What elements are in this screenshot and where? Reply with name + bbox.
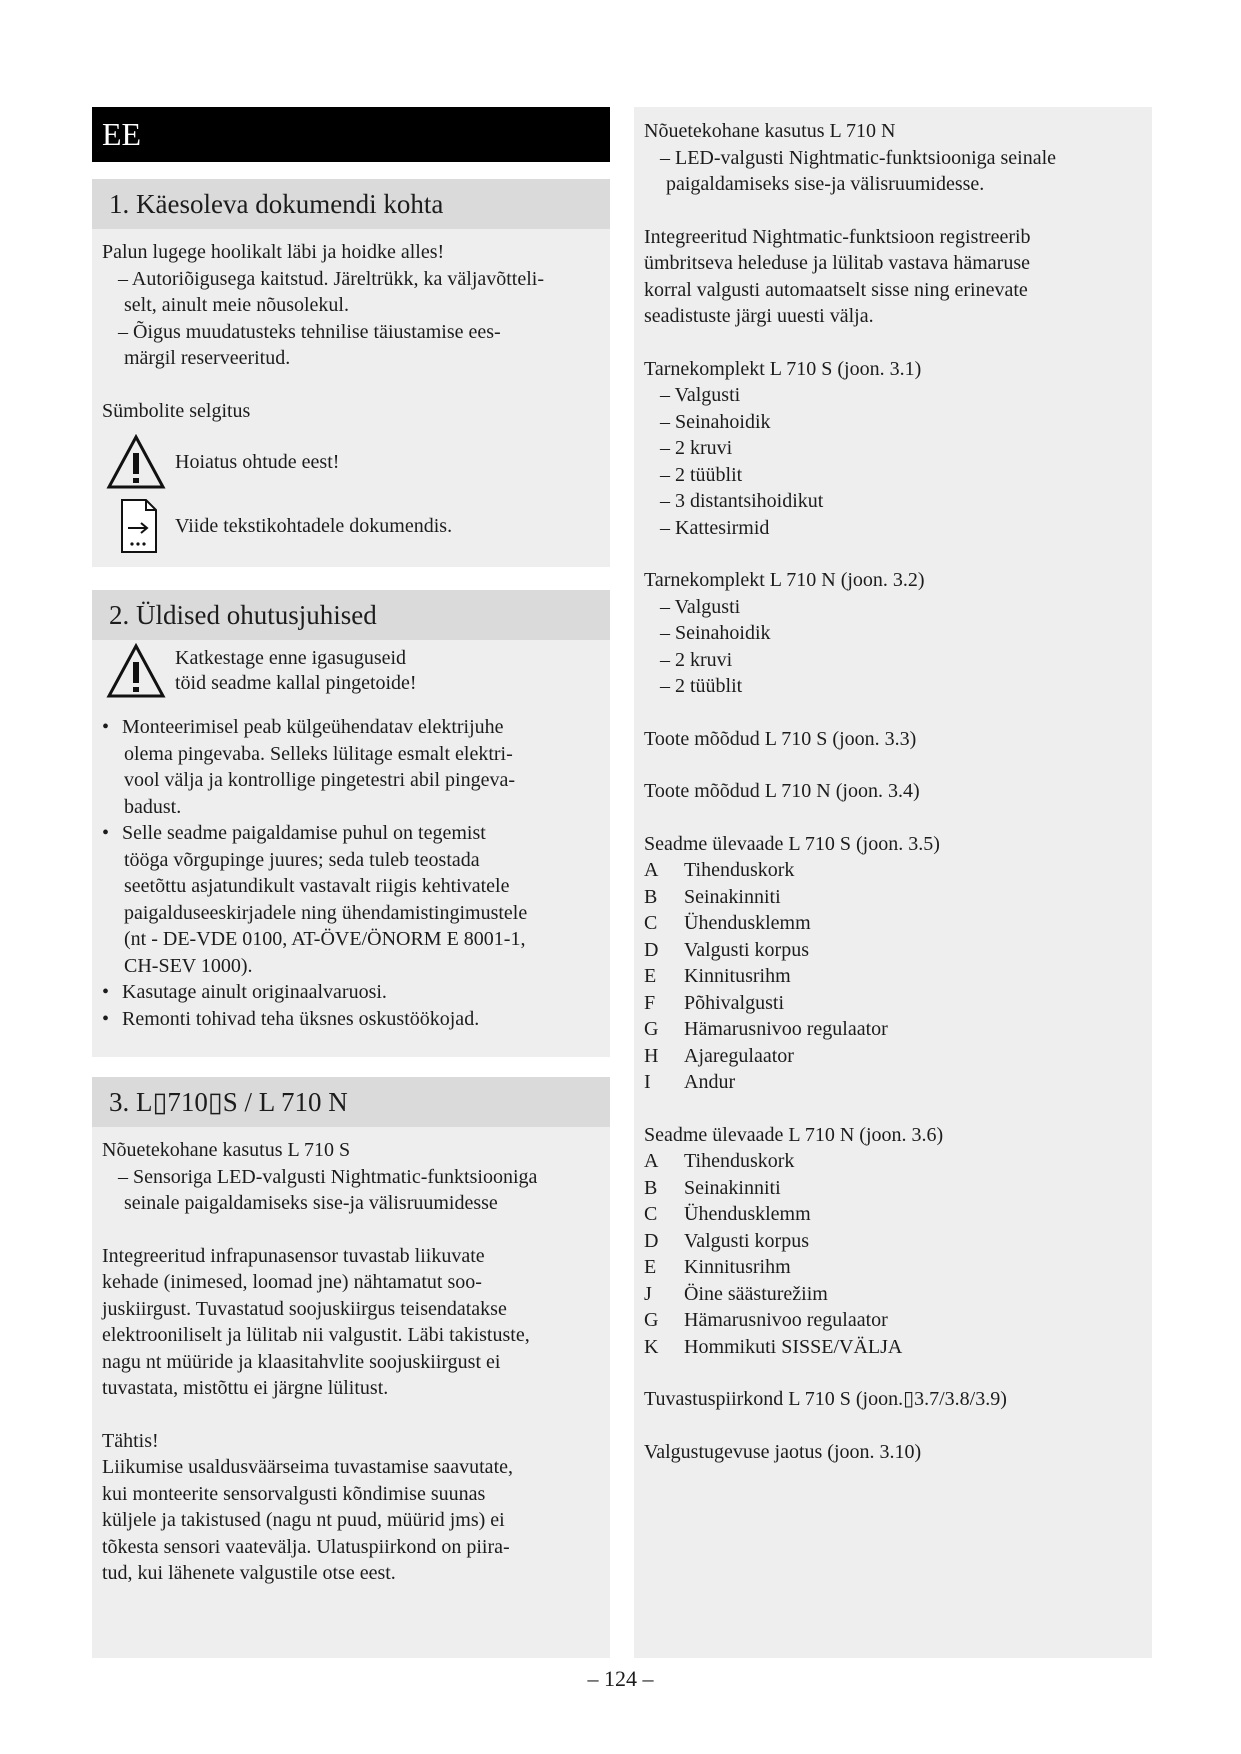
sensor-paragraph-line: nagu nt müüride ja klaasitahvlite soojuskiirgust ei: [102, 1350, 501, 1373]
overview-item: [644, 1307, 1142, 1334]
overview-item: [644, 1043, 1142, 1070]
sensor-paragraph-line: Integreeritud infrapunasensor tuvastab liikuvate: [102, 1244, 485, 1267]
overview-item: [644, 1069, 1142, 1096]
nightmatic-paragraph-line: ümbritseva heleduse ja lülitab vastava hämaruse: [644, 252, 1030, 274]
overview-item-key: F: [644, 991, 656, 1014]
overview-item-key: A: [644, 1150, 659, 1172]
overview-item-label: Valgusti korpus: [684, 938, 809, 961]
kit-n-item: – Seinahoidik: [660, 622, 771, 644]
overview-item: [644, 1281, 1142, 1308]
safety-bullet-2-line: tööga võrgupinge juures; seda tuleb teostada: [124, 848, 480, 871]
sensor-paragraph-line: juskiirgust. Tuvastatud soojuskiirgus teisendatakse: [102, 1297, 507, 1320]
right-column: [634, 107, 1152, 1658]
safety-bullet-1-line: badust.: [124, 795, 182, 818]
overview-n-list: [644, 1148, 1142, 1360]
overview-item: [644, 1201, 1142, 1228]
safety-warning-row: [102, 640, 600, 702]
section-product: [92, 1077, 610, 1658]
use-n-line-2: paigaldamiseks sise-ja välisruumidesse.: [666, 173, 985, 195]
page-number: – 124 –: [587, 1666, 654, 1691]
safety-warning-line-2: töid seadme kallal pingetoide!: [175, 672, 417, 694]
note-paragraph-line: Liikumise usaldusväärseima tuvastamise saavutate,: [102, 1456, 513, 1478]
overview-item-label: Ühendusklemm: [684, 912, 811, 934]
overview-s-list: [644, 857, 1142, 1096]
section-3-title: 3. L▯710▯S / L 710 N: [92, 1077, 610, 1127]
overview-item-label: Seinakinniti: [684, 1176, 781, 1199]
section-safety: [92, 590, 610, 1057]
intro-text: Palun lugege hoolikalt läbi ja hoidke alles!: [102, 241, 445, 263]
copyright-line-2: selt, ainult meie nõusolekul.: [124, 294, 349, 316]
copyright-line-1: – Autoriõigusega kaitstud. Järeltrükk, ka väljavõtteli-: [118, 267, 545, 290]
overview-item: [644, 884, 1142, 911]
nightmatic-paragraph-line: Integreeritud Nightmatic-funktsioon registreerib: [644, 225, 1031, 248]
safety-bullet-2-line: (nt - DE-VDE 0100, AT-ÖVE/ÖNORM E 8001-1,: [124, 928, 526, 950]
overview-item: [644, 857, 1142, 884]
warning-label: Hoiatus ohtude eest!: [175, 450, 340, 473]
safety-warning-line-1: Katkestage enne igasuguseid: [175, 647, 407, 669]
overview-item-label: Hommikuti SISSE/VÄLJA: [684, 1335, 903, 1358]
sensor-paragraph-line: kehade (inimesed, loomad jne) nähtamatut soo-: [102, 1271, 482, 1293]
dimensions-s: Toote mõõdud L 710 S (joon. 3.3): [644, 727, 917, 750]
overview-item: [644, 910, 1142, 937]
overview-item: [644, 1334, 1142, 1361]
reference-symbol-row: [102, 496, 600, 556]
overview-item-key: B: [644, 1176, 658, 1199]
overview-item-label: Hämarusnivoo regulaator: [684, 1018, 888, 1040]
sensor-paragraph-line: elektrooniliselt ja lülitab nii valgustit. Läbi takistuste,: [102, 1324, 530, 1346]
safety-bullet-1: • Monteerimisel peab külgeühendatav elektrijuhe: [102, 716, 504, 738]
kit-n-title: Tarnekomplekt L 710 N (joon. 3.2): [644, 569, 925, 591]
safety-bullet-2-line: seetõttu asjatundikult vastavalt riigis kehtivatele: [124, 875, 510, 897]
warning-triangle-icon: [106, 434, 166, 490]
dimensions-n: Toote mõõdud L 710 N (joon. 3.4): [644, 780, 920, 802]
overview-item-key: C: [644, 912, 658, 934]
sensor-paragraph-line: tuvastata, mistõttu ei järgne lülitust.: [102, 1377, 389, 1399]
detection-range: Tuvastuspiirkond L 710 S (joon.▯3.7/3.8/3.9): [644, 1388, 1007, 1410]
kit-s-item: – 3 distantsihoidikut: [660, 490, 824, 512]
use-line-2: seinale paigaldamiseks sise-ja välisruumidesse: [124, 1192, 498, 1214]
overview-item-key: I: [644, 1071, 651, 1093]
overview-n-title: Seadme ülevaade L 710 N (joon. 3.6): [644, 1123, 944, 1146]
safety-bullet-3: • Kasutage ainult originaalvaruosi.: [102, 981, 387, 1003]
safety-bullet-2-line: CH-SEV 1000).: [124, 954, 253, 977]
overview-item-key: C: [644, 1203, 658, 1225]
changes-line-1: – Õigus muudatusteks tehnilise täiustamise ees-: [118, 320, 501, 343]
overview-item-label: Seinakinniti: [684, 885, 781, 908]
overview-item: [644, 1016, 1142, 1043]
kit-s-item: – 2 kruvi: [660, 437, 733, 459]
overview-item-label: Ühendusklemm: [684, 1203, 811, 1225]
overview-item: [644, 963, 1142, 990]
kit-s-item: – 2 tüüblit: [660, 463, 743, 486]
kit-n-item: – Valgusti: [660, 595, 741, 618]
note-paragraph-line: tud, kui lähenete valgustile otse eest.: [102, 1562, 396, 1584]
use-title-s: Nõuetekohane kasutus L 710 S: [102, 1139, 351, 1161]
safety-bullet-2: • Selle seadme paigaldamise puhul on tegemist: [102, 822, 486, 844]
overview-item-label: Tihenduskork: [684, 859, 795, 881]
language-header: EE: [92, 107, 610, 162]
use-title-n: Nõuetekohane kasutus L 710 N: [644, 120, 896, 142]
overview-item-label: Tihenduskork: [684, 1150, 795, 1172]
note-paragraph-line: tõkesta sensori vaatevälja. Ulatuspiirkond on piira-: [102, 1535, 510, 1558]
overview-s-title: Seadme ülevaade L 710 S (joon. 3.5): [644, 832, 940, 855]
overview-item-key: D: [644, 1229, 659, 1252]
overview-item-key: J: [644, 1282, 652, 1305]
symbols-title: Sümbolite selgitus: [102, 399, 251, 422]
left-column: [92, 107, 610, 1584]
reference-label: Viide tekstikohtadele dokumendis.: [175, 514, 453, 537]
overview-item-key: A: [644, 859, 659, 881]
section-2-title: 2. Üldised ohutusjuhised: [92, 590, 610, 640]
use-line-1: – Sensoriga LED-valgusti Nightmatic-funktsiooniga: [118, 1165, 538, 1188]
nightmatic-paragraph-line: korral valgusti automaatselt sisse ning erinevate: [644, 278, 1028, 301]
safety-bullet-4: • Remonti tohivad teha üksnes oskustöökojad.: [102, 1007, 480, 1030]
safety-bullet-1-line: vool välja ja kontrollige pingetestri abil pingeva-: [124, 769, 516, 791]
warning-triangle-icon: [106, 643, 166, 699]
safety-bullet-1-line: olema pingevaba. Selleks lülitage esmalt elektri-: [124, 742, 513, 765]
overview-item-label: Hämarusnivoo regulaator: [684, 1309, 888, 1331]
overview-item: [644, 937, 1142, 964]
note-paragraph-line: kui monteerite sensorvalgusti kõndimise suunas: [102, 1482, 486, 1505]
note-paragraph-line: küljele ja takistused (nagu nt puud, müürid jms) ei: [102, 1509, 505, 1531]
overview-item-key: G: [644, 1309, 659, 1331]
overview-item-key: E: [644, 1256, 657, 1278]
overview-item-label: Ajaregulaator: [684, 1044, 794, 1067]
document-reference-icon: [106, 498, 166, 554]
use-n-line-1: – LED-valgusti Nightmatic-funktsiooniga seinale: [660, 146, 1057, 169]
kit-s-item: – Valgusti: [660, 384, 741, 406]
overview-item-label: Kinnitusrihm: [684, 965, 791, 987]
safety-bullet-2-line: paigalduseeskirjadele ning ühendamistingimustele: [124, 901, 528, 924]
nightmatic-paragraph-line: seadistuste järgi uuesti välja.: [644, 305, 874, 327]
kit-s-title: Tarnekomplekt L 710 S (joon. 3.1): [644, 357, 922, 380]
overview-item-label: Kinnitusrihm: [684, 1256, 791, 1278]
overview-item-key: H: [644, 1044, 659, 1067]
changes-line-2: märgil reserveeritud.: [124, 347, 291, 369]
overview-item-label: Valgusti korpus: [684, 1229, 809, 1252]
overview-item: [644, 1254, 1142, 1281]
overview-item-label: Öine säästurežiim: [684, 1282, 828, 1305]
kit-n-item: – 2 tüüblit: [660, 675, 743, 697]
overview-item-label: Andur: [684, 1071, 736, 1093]
overview-item-key: G: [644, 1018, 659, 1040]
overview-item-label: Põhivalgusti: [684, 991, 785, 1014]
overview-item: [644, 990, 1142, 1017]
overview-item: [644, 1175, 1142, 1202]
overview-item: [644, 1148, 1142, 1175]
kit-s-item: – Kattesirmid: [660, 516, 770, 539]
kit-n-item: – 2 kruvi: [660, 648, 733, 671]
overview-item: [644, 1228, 1142, 1255]
kit-s-item: – Seinahoidik: [660, 410, 771, 433]
overview-item-key: D: [644, 938, 659, 961]
overview-item-key: B: [644, 885, 658, 908]
section-about-document: [92, 179, 610, 567]
overview-item-key: K: [644, 1335, 659, 1358]
light-distribution: Valgustugevuse jaotus (joon. 3.10): [644, 1440, 922, 1463]
section-1-title: 1. Käesoleva dokumendi kohta: [92, 179, 610, 229]
overview-item-key: E: [644, 965, 657, 987]
warning-symbol-row: [102, 432, 600, 492]
note-title: Tähtis!: [102, 1429, 159, 1452]
